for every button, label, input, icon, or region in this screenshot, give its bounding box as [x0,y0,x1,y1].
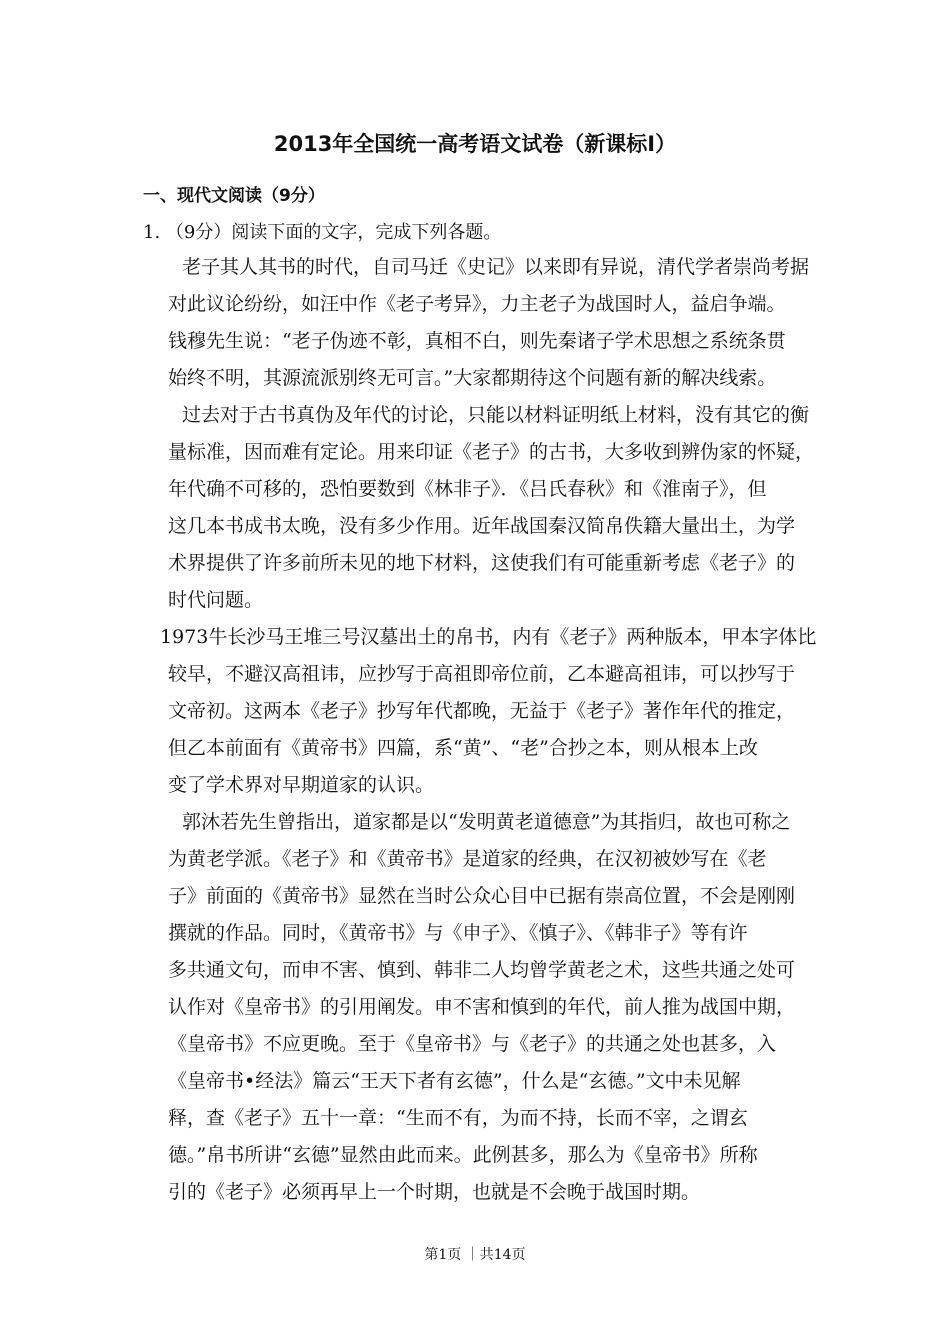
passage-line: 《皇帝书•经法》篇云“王天下者有玄德”，什么是“玄德。”文中未见解 [168,1070,741,1092]
passage-line: 老子其人其书的时代，自司马迁《史记》以来即有异说，清代学者崇尚考据 [182,256,810,278]
passage-line: 钱穆先生说：“老子伪迹不彰，真相不白，则先秦诸子学术思想之系统条贯 [168,330,786,352]
passage-line: 年代确不可移的，恐怕要数到《林非子》．《吕氏春秋》和《淮南子》，但 [168,478,767,500]
passage-line: 德。”帛书所讲“玄德”显然由此而来。此例甚多，那么为《皇帝书》所称 [168,1144,758,1166]
passage-line: 多共通文句，而申不害、慎到、韩非二人均曾学黄老之术，这些共通之处可 [168,959,796,981]
passage-line: 但乙本前面有《黄帝书》四篇，系“黄”、“老”合抄之本，则从根本上改 [168,737,758,759]
passage-line: 为黄老学派。《老子》和《黄帝书》是道家的经典，在汉初被妙写在《老 [168,848,767,870]
passage-line: 变了学术界对早期道家的认识。 [168,774,435,796]
passage-line: 子》前面的《黄帝书》显然在当时公众心目中已据有崇高位置，不会是刚刚 [168,885,796,907]
section-heading: 一、现代文阅读（9分） [143,186,325,206]
document-title: 2013年全国统一高考语文试卷（新课标Ⅰ） [273,132,677,156]
passage-line: 术界提供了许多前所未见的地下材料，这使我们有可能重新考虑《老子》的 [168,552,796,574]
passage-line: 量标准，因而难有定论。用来印证《老子》的古书，大多收到辨伪家的怀疑， [168,441,815,463]
passage-line: 较早，不避汉高祖讳，应抄写于高祖即帝位前，乙本避高祖讳，可以抄写于 [168,663,796,685]
passage-line: 认作对《皇帝书》的引用阐发。申不害和慎到的年代，前人推为战国中期， [168,996,796,1018]
passage-line: 时代问题。 [168,589,264,611]
passage-line: 这几本书成书太晚，没有多少作用。近年战国秦汉简帛佚籍大量出土，为学 [168,515,796,537]
passage-line: 释，查《老子》五十一章：“生而不有，为而不持，长而不宰，之谓玄 [168,1107,748,1129]
passage-line: 文帝初。这两本《老子》抄写年代都晚，无益于《老子》著作年代的推定， [168,700,796,722]
passage-line: 始终不明，其源流派别终无可言。”大家都期待这个问题有新的解决线索。 [168,367,777,389]
passage-line: 1973牛长沙马王堆三号汉墓出土的帛书，内有《老子》两种版本，甲本字体比 [160,626,817,648]
passage-line: 《皇帝书》不应更晚。至于《皇帝书》与《老子》的共通之处也甚多，入 [168,1033,777,1055]
passage-line: 对此议论纷纷，如汪中作《老子考异》，力主老子为战国时人，益启争端。 [168,293,786,315]
passage-line: 引的《老子》必须再早上一个时期，也就是不会晚于战国时期。 [168,1181,701,1203]
question-prompt: 1. （9分）阅读下面的文字，完成下列各题。 [143,222,502,243]
page-footer: 第1页 ｜共14页 [424,1247,526,1263]
passage-line: 过去对于古书真伪及年代的讨论，只能以材料证明纸上材料，没有其它的衡 [182,404,810,426]
passage-line: 郭沐若先生曾指出，道家都是以“发明黄老道德意”为其指归，故也可称之 [182,811,791,833]
passage-line: 撰就的作品。同时，《黄帝书》与《申子》、《慎子》、《韩非子》等有许 [168,922,748,944]
